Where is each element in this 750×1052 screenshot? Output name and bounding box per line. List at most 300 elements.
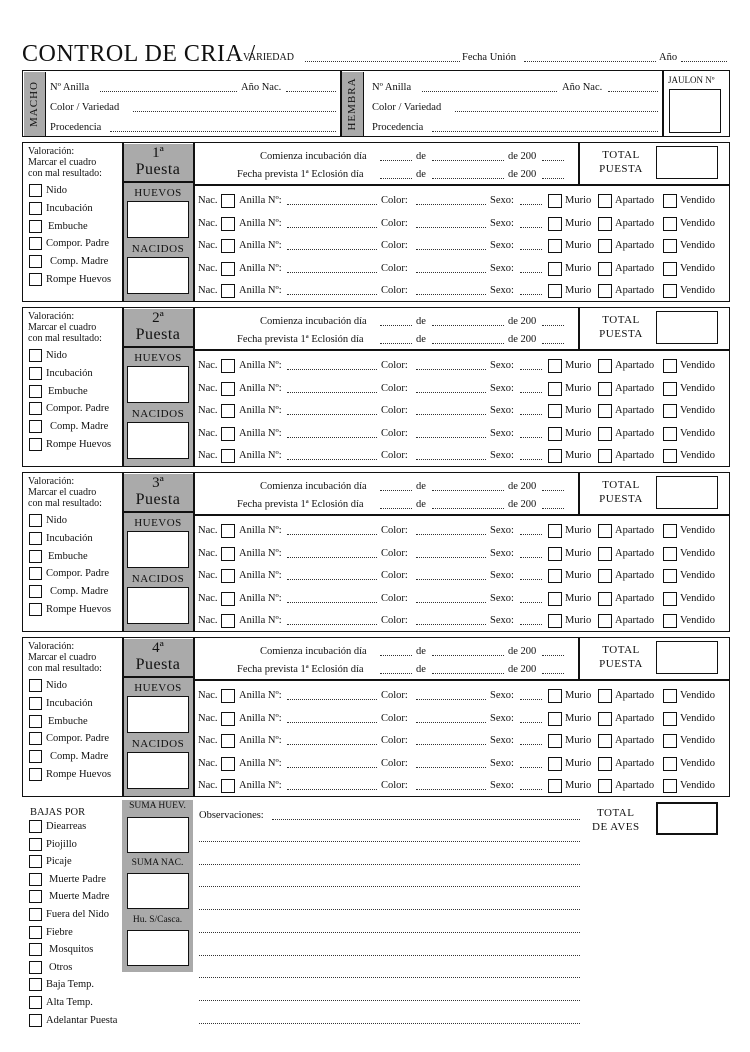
- valoracion-checkbox[interactable]: [29, 603, 42, 616]
- total-puesta-box[interactable]: [656, 641, 718, 674]
- anilla-field[interactable]: [287, 758, 377, 768]
- valoracion-option: Embuche: [48, 715, 88, 727]
- anilla-label: Anilla Nº:: [239, 547, 282, 559]
- puesta-number: 2ª: [152, 310, 164, 326]
- macho-color-field[interactable]: [133, 102, 336, 112]
- murio-checkbox[interactable]: [548, 524, 562, 538]
- nacidos-box[interactable]: [127, 257, 189, 294]
- vendido-checkbox[interactable]: [663, 524, 677, 538]
- valoracion-checkbox[interactable]: [29, 237, 42, 250]
- valoracion-checkbox[interactable]: [29, 768, 42, 781]
- sexo-field[interactable]: [520, 735, 542, 745]
- murio-checkbox[interactable]: [548, 404, 562, 418]
- comienza-dia-field[interactable]: [380, 646, 412, 656]
- observaciones-line[interactable]: [199, 855, 580, 865]
- valoracion-checkbox[interactable]: [29, 255, 42, 268]
- apartado-checkbox[interactable]: [598, 359, 612, 373]
- apartado-checkbox[interactable]: [598, 524, 612, 538]
- nac-checkbox[interactable]: [221, 547, 235, 561]
- valoracion-checkbox[interactable]: [29, 679, 42, 692]
- observaciones-line[interactable]: [199, 900, 580, 910]
- comienza-ano-field[interactable]: [542, 481, 564, 491]
- vendido-checkbox[interactable]: [663, 284, 677, 298]
- color-field[interactable]: [416, 690, 486, 700]
- apartado-label: Apartado: [615, 427, 655, 439]
- de-label: de: [416, 664, 426, 675]
- eclosion-ano-field[interactable]: [542, 664, 564, 674]
- observaciones-line[interactable]: [199, 832, 580, 842]
- sexo-field[interactable]: [520, 690, 542, 700]
- murio-checkbox[interactable]: [548, 592, 562, 606]
- nac-checkbox[interactable]: [221, 194, 235, 208]
- vendido-checkbox[interactable]: [663, 359, 677, 373]
- vendido-checkbox[interactable]: [663, 592, 677, 606]
- apartado-checkbox[interactable]: [598, 217, 612, 231]
- nac-checkbox[interactable]: [221, 614, 235, 628]
- valoracion-checkbox[interactable]: [29, 715, 42, 728]
- apartado-checkbox[interactable]: [598, 779, 612, 793]
- vendido-label: Vendido: [680, 615, 715, 626]
- eclosion-dia-field[interactable]: [380, 664, 412, 674]
- apartado-checkbox[interactable]: [598, 734, 612, 748]
- huevos-box[interactable]: [127, 201, 189, 238]
- murio-checkbox[interactable]: [548, 569, 562, 583]
- eclosion-mes-field[interactable]: [432, 334, 504, 344]
- color-field[interactable]: [416, 428, 486, 438]
- comienza-mes-field[interactable]: [432, 151, 504, 161]
- nac-checkbox[interactable]: [221, 689, 235, 703]
- valoracion-checkbox[interactable]: [29, 697, 42, 710]
- anilla-field[interactable]: [287, 735, 377, 745]
- sexo-field[interactable]: [520, 570, 542, 580]
- nacidos-box[interactable]: [127, 587, 189, 624]
- comienza-label: Comienza incubación día: [260, 481, 367, 492]
- apartado-checkbox[interactable]: [598, 427, 612, 441]
- vendido-checkbox[interactable]: [663, 712, 677, 726]
- sexo-field[interactable]: [520, 713, 542, 723]
- sexo-label: Sexo:: [490, 525, 514, 536]
- baja-checkbox[interactable]: [29, 873, 42, 886]
- total-aves-box[interactable]: [656, 802, 718, 835]
- valoracion-checkbox[interactable]: [29, 550, 42, 563]
- baja-checkbox[interactable]: [29, 890, 42, 903]
- total-puesta-box[interactable]: [656, 476, 718, 509]
- valoracion-checkbox[interactable]: [29, 567, 42, 580]
- apartado-label: Apartado: [615, 757, 655, 769]
- total-puesta-box[interactable]: [656, 311, 718, 344]
- anilla-field[interactable]: [287, 195, 377, 205]
- vendido-checkbox[interactable]: [663, 779, 677, 793]
- baja-checkbox[interactable]: [29, 961, 42, 974]
- valoracion-checkbox[interactable]: [29, 367, 42, 380]
- color-field[interactable]: [416, 285, 486, 295]
- color-field[interactable]: [416, 360, 486, 370]
- sexo-field[interactable]: [520, 240, 542, 250]
- hembra-procedencia-label: Procedencia: [372, 122, 424, 133]
- sexo-field[interactable]: [520, 593, 542, 603]
- hu-cascara-box[interactable]: [127, 930, 189, 966]
- color-field[interactable]: [416, 195, 486, 205]
- nac-checkbox[interactable]: [221, 524, 235, 538]
- vendido-checkbox[interactable]: [663, 382, 677, 396]
- suma-nac-box[interactable]: [127, 873, 189, 909]
- macho-ano-nac-field[interactable]: [286, 82, 336, 92]
- nac-checkbox[interactable]: [221, 779, 235, 793]
- nac-checkbox[interactable]: [221, 404, 235, 418]
- sexo-label: Sexo:: [490, 757, 514, 769]
- nac-checkbox[interactable]: [221, 359, 235, 373]
- eclosion-ano-field[interactable]: [542, 499, 564, 509]
- color-field[interactable]: [416, 713, 486, 723]
- nac-checkbox[interactable]: [221, 757, 235, 771]
- apartado-checkbox[interactable]: [598, 239, 612, 253]
- comienza-mes-field[interactable]: [432, 481, 504, 491]
- valoracion-checkbox[interactable]: [29, 220, 42, 233]
- color-field[interactable]: [416, 548, 486, 558]
- comienza-mes-field[interactable]: [432, 316, 504, 326]
- murio-checkbox[interactable]: [548, 614, 562, 628]
- murio-checkbox[interactable]: [548, 217, 562, 231]
- color-field[interactable]: [416, 525, 486, 535]
- sexo-field[interactable]: [520, 405, 542, 415]
- comienza-ano-field[interactable]: [542, 316, 564, 326]
- eclosion-ano-field[interactable]: [542, 334, 564, 344]
- eclosion-dia-field[interactable]: [380, 499, 412, 509]
- puesta-total-word: PUESTA: [599, 658, 643, 670]
- baja-checkbox[interactable]: [29, 838, 42, 851]
- fecha-union-field[interactable]: [524, 52, 656, 62]
- nac-label: Nac.: [198, 285, 218, 296]
- sexo-field[interactable]: [520, 548, 542, 558]
- apartado-checkbox[interactable]: [598, 449, 612, 463]
- color-field[interactable]: [416, 758, 486, 768]
- macho-procedencia-field[interactable]: [110, 122, 336, 132]
- nac-checkbox[interactable]: [221, 712, 235, 726]
- murio-checkbox[interactable]: [548, 239, 562, 253]
- murio-checkbox[interactable]: [548, 757, 562, 771]
- puesta-number: 1ª: [152, 145, 164, 161]
- apartado-checkbox[interactable]: [598, 547, 612, 561]
- color-label: Color:: [381, 285, 408, 296]
- color-label: Color:: [381, 382, 408, 394]
- ano-field[interactable]: [681, 52, 727, 62]
- anilla-field[interactable]: [287, 450, 377, 460]
- puesta-header-divider: [193, 349, 730, 351]
- valoracion-option: Incubación: [46, 202, 93, 214]
- valoracion-option: Comp. Madre: [50, 586, 109, 598]
- color-field[interactable]: [416, 218, 486, 228]
- sexo-field[interactable]: [520, 615, 542, 625]
- hembra-color-field[interactable]: [455, 102, 658, 112]
- apartado-checkbox[interactable]: [598, 284, 612, 298]
- nacidos-box[interactable]: [127, 422, 189, 459]
- murio-checkbox[interactable]: [548, 284, 562, 298]
- apartado-checkbox[interactable]: [598, 569, 612, 583]
- color-field[interactable]: [416, 383, 486, 393]
- valoracion-checkbox[interactable]: [29, 732, 42, 745]
- anilla-field[interactable]: [287, 405, 377, 415]
- baja-checkbox[interactable]: [29, 908, 42, 921]
- valoracion-checkbox[interactable]: [29, 385, 42, 398]
- comienza-ano-field[interactable]: [542, 646, 564, 656]
- baja-option: Muerte Padre: [49, 873, 106, 885]
- color-field[interactable]: [416, 593, 486, 603]
- valoracion-text: Marcar el cuadro: [28, 487, 97, 498]
- eclosion-dia-field[interactable]: [380, 169, 412, 179]
- murio-label: Murio: [565, 262, 592, 274]
- color-field[interactable]: [416, 780, 486, 790]
- nac-checkbox[interactable]: [221, 284, 235, 298]
- eclosion-mes-field[interactable]: [432, 664, 504, 674]
- hembra-procedencia-field[interactable]: [432, 122, 658, 132]
- sexo-field[interactable]: [520, 780, 542, 790]
- eclosion-ano-field[interactable]: [542, 169, 564, 179]
- anilla-field[interactable]: [287, 383, 377, 393]
- total-label: TOTAL: [602, 644, 640, 656]
- nac-checkbox[interactable]: [221, 217, 235, 231]
- sexo-field[interactable]: [520, 285, 542, 295]
- valoracion-checkbox[interactable]: [29, 420, 42, 433]
- vendido-label: Vendido: [680, 757, 715, 769]
- murio-checkbox[interactable]: [548, 779, 562, 793]
- valoracion-checkbox[interactable]: [29, 750, 42, 763]
- anilla-field[interactable]: [287, 713, 377, 723]
- apartado-checkbox[interactable]: [598, 689, 612, 703]
- color-label: Color:: [381, 262, 408, 274]
- de-200-label: de 200: [508, 646, 537, 657]
- murio-label: Murio: [565, 592, 592, 604]
- color-label: Color:: [381, 712, 408, 724]
- comienza-dia-field[interactable]: [380, 481, 412, 491]
- murio-checkbox[interactable]: [548, 547, 562, 561]
- sexo-field[interactable]: [520, 263, 542, 273]
- color-label: Color:: [381, 735, 408, 746]
- apartado-label: Apartado: [615, 405, 655, 416]
- vendido-checkbox[interactable]: [663, 734, 677, 748]
- apartado-checkbox[interactable]: [598, 382, 612, 396]
- sexo-label: Sexo:: [490, 405, 514, 416]
- anilla-field[interactable]: [287, 570, 377, 580]
- vendido-checkbox[interactable]: [663, 547, 677, 561]
- apartado-checkbox[interactable]: [598, 757, 612, 771]
- valoracion-checkbox[interactable]: [29, 585, 42, 598]
- murio-label: Murio: [565, 615, 592, 626]
- anilla-field[interactable]: [287, 780, 377, 790]
- huevos-box[interactable]: [127, 696, 189, 733]
- eclosion-dia-field[interactable]: [380, 334, 412, 344]
- sexo-field[interactable]: [520, 360, 542, 370]
- nac-checkbox[interactable]: [221, 592, 235, 606]
- apartado-checkbox[interactable]: [598, 614, 612, 628]
- nac-checkbox[interactable]: [221, 569, 235, 583]
- anilla-field[interactable]: [287, 548, 377, 558]
- baja-checkbox[interactable]: [29, 820, 42, 833]
- vendido-checkbox[interactable]: [663, 217, 677, 231]
- de-label: de: [416, 151, 426, 162]
- valoracion-checkbox[interactable]: [29, 532, 42, 545]
- valoracion-option: Incubación: [46, 697, 93, 709]
- baja-checkbox[interactable]: [29, 926, 42, 939]
- baja-checkbox[interactable]: [29, 1014, 42, 1027]
- total-puesta-box[interactable]: [656, 146, 718, 179]
- sexo-field[interactable]: [520, 218, 542, 228]
- murio-checkbox[interactable]: [548, 734, 562, 748]
- color-field[interactable]: [416, 735, 486, 745]
- vendido-checkbox[interactable]: [663, 404, 677, 418]
- observaciones-line-1[interactable]: [272, 810, 580, 820]
- nacidos-box[interactable]: [127, 752, 189, 789]
- sexo-field[interactable]: [520, 525, 542, 535]
- anilla-field[interactable]: [287, 240, 377, 250]
- observaciones-line[interactable]: [199, 946, 580, 956]
- baja-checkbox[interactable]: [29, 855, 42, 868]
- vendido-checkbox[interactable]: [663, 427, 677, 441]
- anilla-field[interactable]: [287, 525, 377, 535]
- nac-checkbox[interactable]: [221, 382, 235, 396]
- observaciones-line[interactable]: [199, 968, 580, 978]
- valoracion-option: Comp. Madre: [50, 751, 109, 763]
- valoracion-option: Compor. Padre: [46, 568, 109, 580]
- apartado-checkbox[interactable]: [598, 194, 612, 208]
- murio-checkbox[interactable]: [548, 712, 562, 726]
- sexo-field[interactable]: [520, 450, 542, 460]
- de-label: de: [416, 169, 426, 180]
- baja-checkbox[interactable]: [29, 978, 42, 991]
- anilla-field[interactable]: [287, 690, 377, 700]
- vendido-label: Vendido: [680, 262, 715, 274]
- puesta-total-word: PUESTA: [599, 328, 643, 340]
- comienza-dia-field[interactable]: [380, 316, 412, 326]
- sexo-field[interactable]: [520, 428, 542, 438]
- macho-ano-nac-label: Año Nac.: [241, 82, 282, 93]
- baja-option: Piojillo: [46, 838, 77, 850]
- comienza-mes-field[interactable]: [432, 646, 504, 656]
- sexo-field[interactable]: [520, 195, 542, 205]
- puesta-total-word: PUESTA: [599, 493, 643, 505]
- baja-option: Muerte Madre: [49, 891, 110, 903]
- apartado-label: Apartado: [615, 195, 655, 206]
- nac-label: Nac.: [198, 217, 218, 229]
- murio-label: Murio: [565, 427, 592, 439]
- anilla-field[interactable]: [287, 615, 377, 625]
- vendido-checkbox[interactable]: [663, 194, 677, 208]
- murio-checkbox[interactable]: [548, 194, 562, 208]
- huevos-label: HUEVOS: [134, 517, 182, 529]
- comienza-label: Comienza incubación día: [260, 151, 367, 162]
- valoracion-checkbox[interactable]: [29, 402, 42, 415]
- murio-checkbox[interactable]: [548, 359, 562, 373]
- color-field[interactable]: [416, 570, 486, 580]
- anilla-field[interactable]: [287, 360, 377, 370]
- apartado-label: Apartado: [615, 570, 655, 581]
- nac-checkbox[interactable]: [221, 734, 235, 748]
- vendido-checkbox[interactable]: [663, 569, 677, 583]
- observaciones-line[interactable]: [199, 991, 580, 1001]
- color-label: Color:: [381, 217, 408, 229]
- observaciones-line[interactable]: [199, 877, 580, 887]
- murio-checkbox[interactable]: [548, 449, 562, 463]
- anilla-field[interactable]: [287, 593, 377, 603]
- anilla-field[interactable]: [287, 263, 377, 273]
- puesta-word: Puesta: [135, 161, 181, 178]
- baja-option: Baja Temp.: [46, 979, 95, 991]
- apartado-checkbox[interactable]: [598, 712, 612, 726]
- hembra-anilla-field[interactable]: [422, 82, 557, 92]
- vendido-checkbox[interactable]: [663, 689, 677, 703]
- suma-huev-box[interactable]: [127, 817, 189, 853]
- vendido-label: Vendido: [680, 405, 715, 416]
- hembra-ano-nac-field[interactable]: [608, 82, 658, 92]
- comienza-dia-field[interactable]: [380, 151, 412, 161]
- color-field[interactable]: [416, 615, 486, 625]
- macho-anilla-field[interactable]: [100, 82, 237, 92]
- anilla-label: Anilla Nº:: [239, 262, 282, 274]
- baja-option: Mosquitos: [49, 944, 94, 956]
- vendido-checkbox[interactable]: [663, 262, 677, 276]
- vendido-checkbox[interactable]: [663, 614, 677, 628]
- valoracion-checkbox[interactable]: [29, 273, 42, 286]
- variedad-field[interactable]: [305, 52, 460, 62]
- anilla-field[interactable]: [287, 218, 377, 228]
- murio-checkbox[interactable]: [548, 427, 562, 441]
- color-field[interactable]: [416, 240, 486, 250]
- anilla-field[interactable]: [287, 285, 377, 295]
- anilla-field[interactable]: [287, 428, 377, 438]
- apartado-label: Apartado: [615, 735, 655, 746]
- eclosion-mes-field[interactable]: [432, 169, 504, 179]
- observaciones-line[interactable]: [199, 923, 580, 933]
- baja-checkbox[interactable]: [29, 943, 42, 956]
- color-label: Color:: [381, 690, 408, 701]
- puesta-word: Puesta: [135, 656, 181, 673]
- valoracion-text: con mal resultado:: [28, 498, 102, 509]
- color-field[interactable]: [416, 405, 486, 415]
- apartado-checkbox[interactable]: [598, 404, 612, 418]
- nac-checkbox[interactable]: [221, 262, 235, 276]
- vendido-checkbox[interactable]: [663, 757, 677, 771]
- valoracion-checkbox[interactable]: [29, 184, 42, 197]
- huevos-box[interactable]: [127, 531, 189, 568]
- color-label: Color:: [381, 360, 408, 371]
- nac-checkbox[interactable]: [221, 239, 235, 253]
- valoracion-option: Rompe Huevos: [46, 604, 112, 615]
- color-field[interactable]: [416, 450, 486, 460]
- color-field[interactable]: [416, 263, 486, 273]
- murio-checkbox[interactable]: [548, 382, 562, 396]
- vendido-checkbox[interactable]: [663, 239, 677, 253]
- puesta-number: 3ª: [152, 475, 164, 491]
- apartado-checkbox[interactable]: [598, 262, 612, 276]
- sexo-field[interactable]: [520, 383, 542, 393]
- murio-checkbox[interactable]: [548, 262, 562, 276]
- apartado-checkbox[interactable]: [598, 592, 612, 606]
- nac-checkbox[interactable]: [221, 427, 235, 441]
- comienza-ano-field[interactable]: [542, 151, 564, 161]
- valoracion-checkbox[interactable]: [29, 438, 42, 451]
- observaciones-line[interactable]: [199, 1014, 580, 1024]
- valoracion-checkbox[interactable]: [29, 349, 42, 362]
- nac-checkbox[interactable]: [221, 449, 235, 463]
- valoracion-checkbox[interactable]: [29, 202, 42, 215]
- jaulon-box[interactable]: [669, 89, 721, 133]
- sexo-field[interactable]: [520, 758, 542, 768]
- vendido-checkbox[interactable]: [663, 449, 677, 463]
- murio-checkbox[interactable]: [548, 689, 562, 703]
- baja-checkbox[interactable]: [29, 996, 42, 1009]
- huevos-box[interactable]: [127, 366, 189, 403]
- valoracion-checkbox[interactable]: [29, 514, 42, 527]
- eclosion-mes-field[interactable]: [432, 499, 504, 509]
